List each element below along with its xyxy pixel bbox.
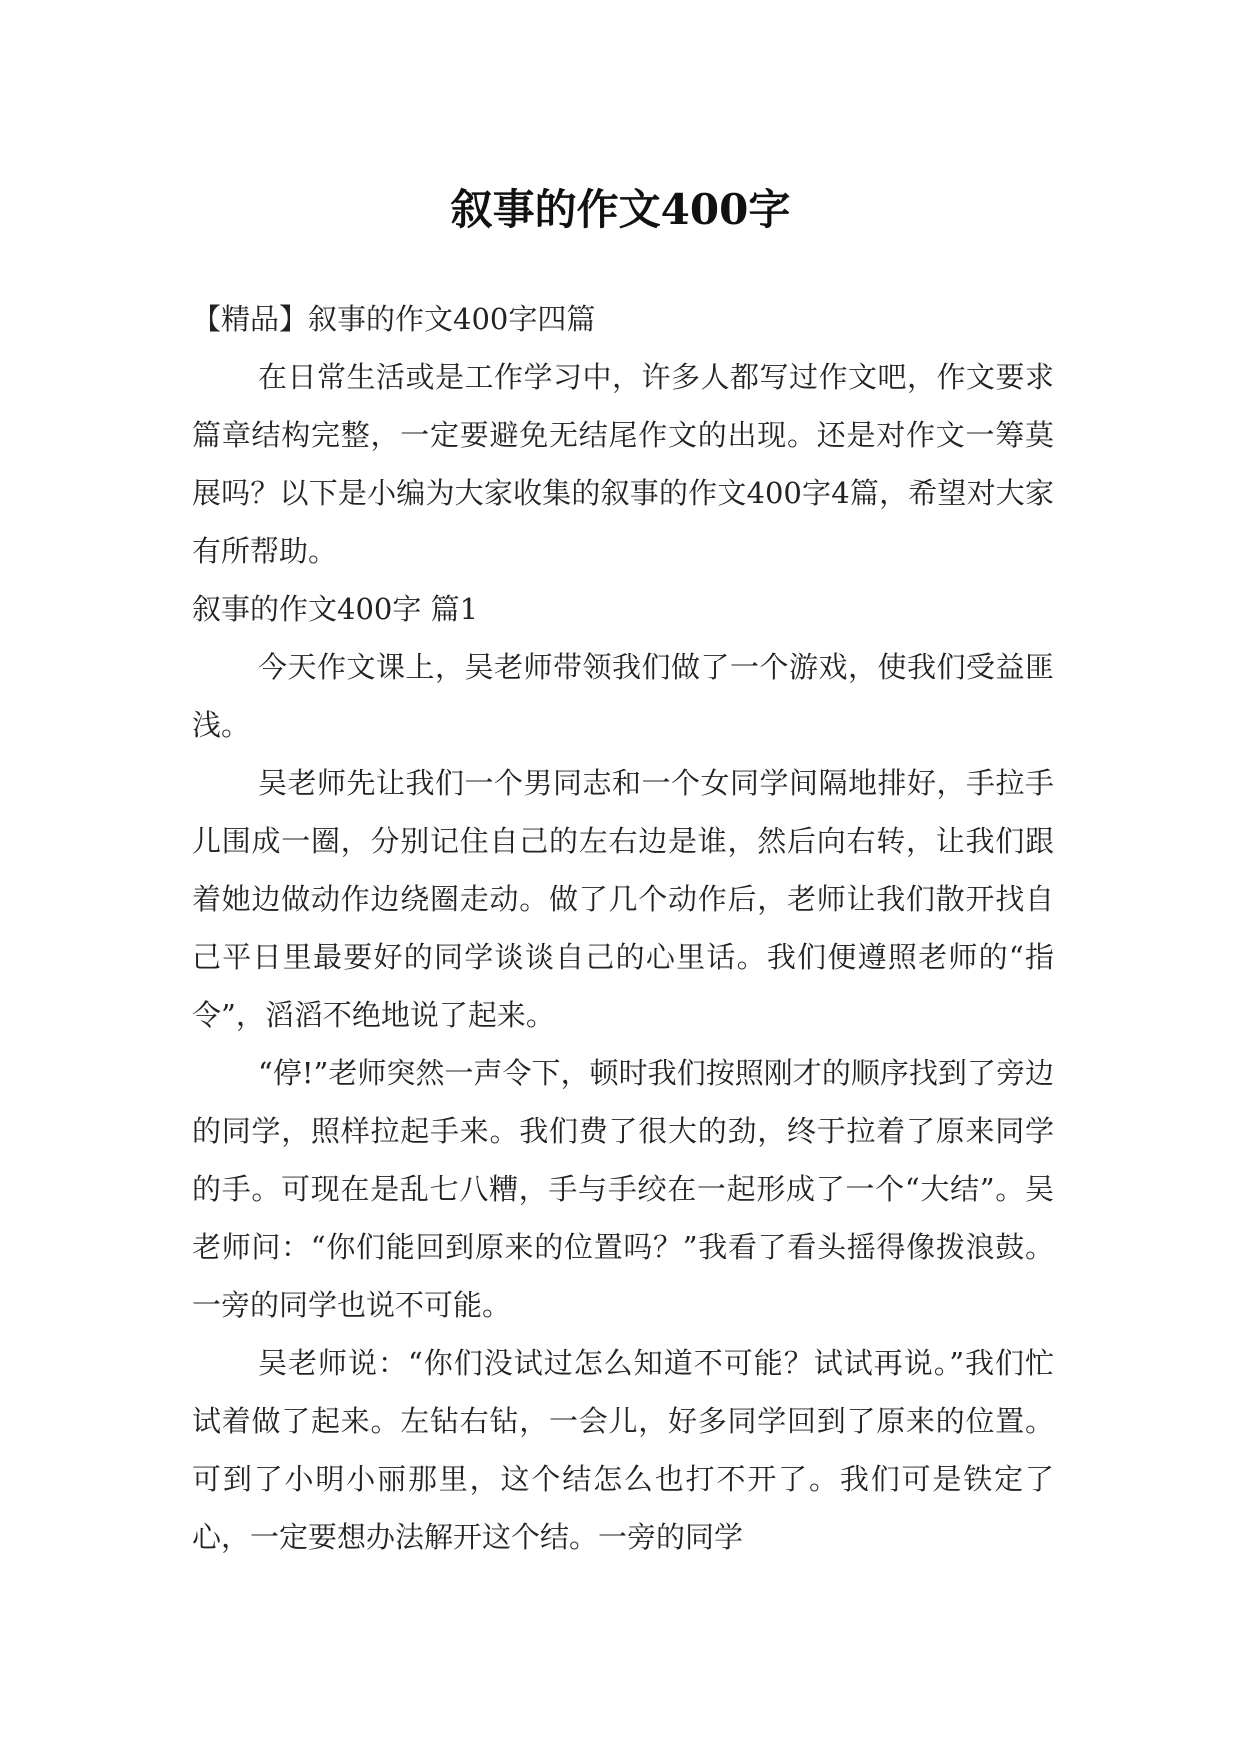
- body-paragraph-2: 吴老师先让我们一个男同志和一个女同学间隔地排好，手拉手儿围成一圈，分别记住自己的左右边是谁，然后向右转，让我们跟着她边做动作边绕圈走动。做了几个动作后，老师让我们散开找自己平日里最要好的同学谈谈自己的心里话。我们便遵照老师的“指令”，滔滔不绝地说了起来。: [192, 766, 1054, 1032]
- document-body: [192, 290, 1054, 1566]
- body-paragraph-1: 今天作文课上，吴老师带领我们做了一个游戏，使我们受益匪浅。: [192, 650, 1054, 742]
- section-heading: 叙事的作文400字 篇1: [192, 592, 479, 626]
- document-title: 叙事的作文400字: [450, 185, 791, 235]
- body-paragraph-4: 吴老师说：“你们没试过怎么知道不可能？试试再说。”我们忙试着做了起来。左钻右钻，一会儿，好多同学回到了原来的位置。可到了小明小丽那里，这个结怎么也打不开了。我们可是铁定了心，一定要想办法解开这个结。一旁的同学: [192, 1346, 1054, 1554]
- document-subtitle: 【精品】叙事的作文400字四篇: [192, 302, 596, 336]
- intro-paragraph: 在日常生活或是工作学习中，许多人都写过作文吧，作文要求篇章结构完整，一定要避免无结尾作文的出现。还是对作文一筹莫展吗？以下是小编为大家收集的叙事的作文400字4篇，希望对大家有所帮助。: [192, 360, 1054, 568]
- body-paragraph-3: “停!”老师突然一声令下，顿时我们按照刚才的顺序找到了旁边的同学，照样拉起手来。我们费了很大的劲，终于拉着了原来同学的手。可现在是乱七八糟，手与手绞在一起形成了一个“大结”。吴老师问：“你们能回到原来的位置吗？”我看了看头摇得像拨浪鼓。一旁的同学也说不可能。: [192, 1056, 1054, 1322]
